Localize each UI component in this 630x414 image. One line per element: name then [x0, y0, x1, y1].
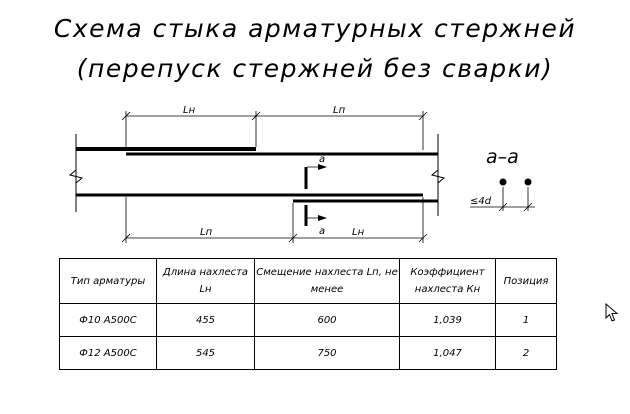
- break-line-right: [432, 134, 444, 216]
- drawing-title-line1: Схема стыка арматурных стержней: [53, 14, 577, 43]
- header-rebar-type: Тип арматуры: [60, 259, 157, 304]
- cell-lap-offset: 750: [255, 337, 400, 370]
- header-position: Позиция: [496, 259, 557, 304]
- section-mark-top-label: а: [319, 154, 326, 165]
- cell-rebar-type: Ф12 А500С: [60, 337, 157, 370]
- cell-lap-offset: 600: [255, 304, 400, 337]
- section-mark-bottom-label: а: [319, 226, 326, 237]
- table-header-row: [60, 259, 557, 304]
- cell-lap-coefficient: 1,047: [400, 337, 496, 370]
- cell-lap-length: 455: [157, 304, 255, 337]
- section-title: а–а: [486, 146, 519, 168]
- table-row: [60, 337, 557, 370]
- cell-position: 1: [496, 304, 557, 337]
- cell-rebar-type: Ф10 А500С: [60, 304, 157, 337]
- drawing-title-line2: (перепуск стержней без сварки): [76, 54, 554, 83]
- dim-top-left-label: Lн: [183, 105, 196, 116]
- section-cut-mark-top: [306, 164, 327, 189]
- bottom-dimension: [122, 197, 427, 243]
- cell-lap-coefficient: 1,039: [400, 304, 496, 337]
- dim-top-right-label: Lп: [333, 105, 346, 116]
- dim-bottom-right-label: Lн: [352, 227, 365, 238]
- dim-bottom-left-label: Lп: [200, 227, 213, 238]
- mouse-pointer-icon: [605, 303, 619, 323]
- cell-lap-length: 545: [157, 337, 255, 370]
- section-cut-mark-bottom: [306, 205, 327, 226]
- rebar-section-2: [525, 179, 532, 186]
- header-lap-length: Длина нахлеста Lн: [157, 259, 255, 304]
- header-lap-coefficient: Коэффициент нахлеста Кн: [400, 259, 496, 304]
- rebar-spec-table: [59, 258, 557, 370]
- cell-position: 2: [496, 337, 557, 370]
- section-dim-label: ≤4d: [470, 196, 492, 207]
- rebar-section-1: [500, 179, 507, 186]
- top-dimension: [122, 111, 427, 150]
- break-line-left: [70, 134, 82, 212]
- header-lap-offset: Смещение нахлеста Lп, не менее: [255, 259, 400, 304]
- table-row: [60, 304, 557, 337]
